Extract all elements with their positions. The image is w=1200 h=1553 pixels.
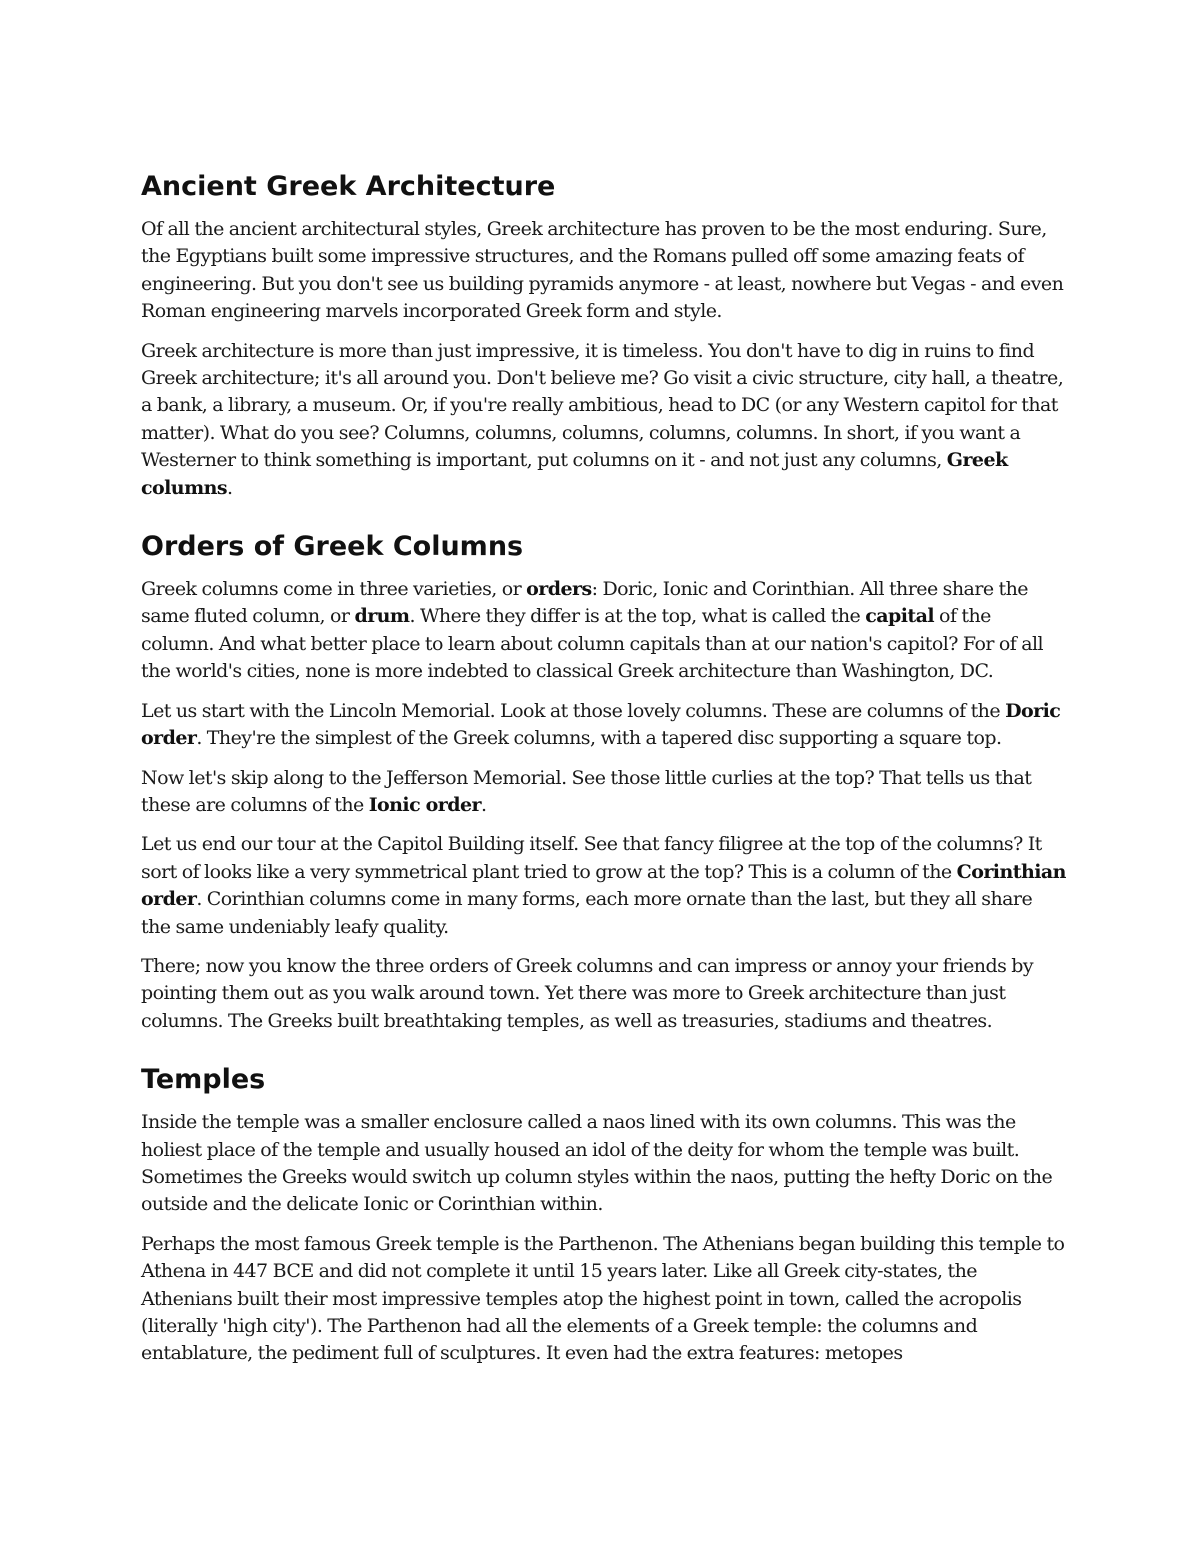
text-run: Now let's skip along to the Jefferson Memorial. See those little curlies at the top? That tells us that these are columns of the bbox=[141, 766, 1032, 816]
bold-term: Doric order bbox=[141, 699, 1061, 750]
section bbox=[141, 528, 1066, 1035]
text-run: Greek columns come in three varieties, or bbox=[141, 578, 527, 601]
paragraph bbox=[141, 765, 1066, 820]
text-run: : Doric, Ionic and Corinthian. All three share the same fluted column, or bbox=[141, 578, 1028, 628]
text-run: Let us start with the Lincoln Memorial. Look at those lovely columns. These are columns of the bbox=[141, 699, 1006, 722]
text-run: . Where they differ is at the top, what is called the bbox=[409, 605, 866, 628]
text-run: . They're the simplest of the Greek columns, with a tapered disc supporting a square top. bbox=[196, 727, 1002, 750]
text-run: . bbox=[227, 476, 233, 499]
paragraph bbox=[141, 698, 1066, 753]
paragraph bbox=[141, 216, 1066, 326]
bold-term: Corinthian order bbox=[141, 860, 1066, 911]
bold-term: Greek columns bbox=[141, 449, 1008, 499]
section-heading: Orders of Greek Columns bbox=[141, 531, 524, 563]
section bbox=[141, 168, 1066, 502]
paragraph bbox=[141, 831, 1066, 941]
text-run: Let us end our tour at the Capitol Building itself. See that fancy filigree at the top of the columns? It sort of looks like a very symmetrical plant tried to grow at the top? This is a column of the bbox=[141, 833, 1042, 883]
text-run: . Corinthian columns come in many forms, each more ornate than the last, but they all share the same undeniably leafy quality. bbox=[141, 888, 1033, 938]
section-heading: Temples bbox=[141, 1064, 266, 1096]
section-heading: Ancient Greek Architecture bbox=[141, 171, 556, 202]
text-run: There; now you know the three orders of Greek columns and can impress or annoy your friends by pointing them out as you walk around town. Yet there was more to Greek architecture than just columns. The Greeks built breathtaking temples, as well as treasuries, stadiums and theatres. bbox=[141, 954, 1034, 1032]
paragraph bbox=[141, 953, 1066, 1035]
paragraph bbox=[141, 1109, 1066, 1219]
bold-term: Ionic order bbox=[368, 793, 481, 816]
text-run: Greek architecture is more than just impressive, it is timeless. You don't have to dig in ruins to find Greek architecture; it's all around you. Don't believe me? Go visit a civic structure, city hall, a theatre, a bank, a library, a museum. Or, if you're really ambitious, head to DC (or any Western capitol for that matter). What do you see? Columns, columns, columns, columns, columns. In short, if you want a Westerner to think something is important, put columns on it - and not just any columns, bbox=[141, 339, 1064, 472]
paragraph bbox=[141, 1231, 1066, 1368]
bold-term: capital bbox=[865, 605, 935, 628]
document-page bbox=[141, 168, 1066, 1380]
paragraph bbox=[141, 338, 1066, 502]
paragraph bbox=[141, 576, 1066, 686]
text-run: Inside the temple was a smaller enclosure called a naos lined with its own columns. This was the holiest place of the temple and usually housed an idol of the deity for whom the temple was built. Sometimes the Greeks would switch up column styles within the naos, putting the hefty Doric on the outside and the delicate Ionic or Corinthian within. bbox=[141, 1111, 1053, 1216]
bold-term: drum bbox=[354, 605, 410, 628]
bold-term: orders bbox=[526, 578, 592, 601]
text-run: of the column. And what better place to learn about column capitals than at our nation's capitol? For of all the world's cities, none is more indebted to classical Greek architecture than Washington, DC. bbox=[141, 605, 1044, 683]
text-run: Perhaps the most famous Greek temple is the Parthenon. The Athenians began building this temple to Athena in 447 BCE and did not complete it until 15 years later. Like all Greek city-states, the Athenians built their most impressive temples atop the highest point in town, called the acropolis (literally 'high city'). The Parthenon had all the elements of a Greek temple: the columns and entablature, the pediment full of sculptures. It even had the extra features: metopes bbox=[141, 1232, 1065, 1365]
text-run: Of all the ancient architectural styles, Greek architecture has proven to be the most enduring. Sure, the Egyptians built some impressive structures, and the Romans pulled off some amazing feats of engineering. But you don't see us building pyramids anymore - at least, nowhere but Vegas - and even Roman engineering marvels incorporated Greek form and style. bbox=[141, 218, 1064, 323]
text-run: . bbox=[481, 793, 487, 816]
section bbox=[141, 1061, 1066, 1368]
